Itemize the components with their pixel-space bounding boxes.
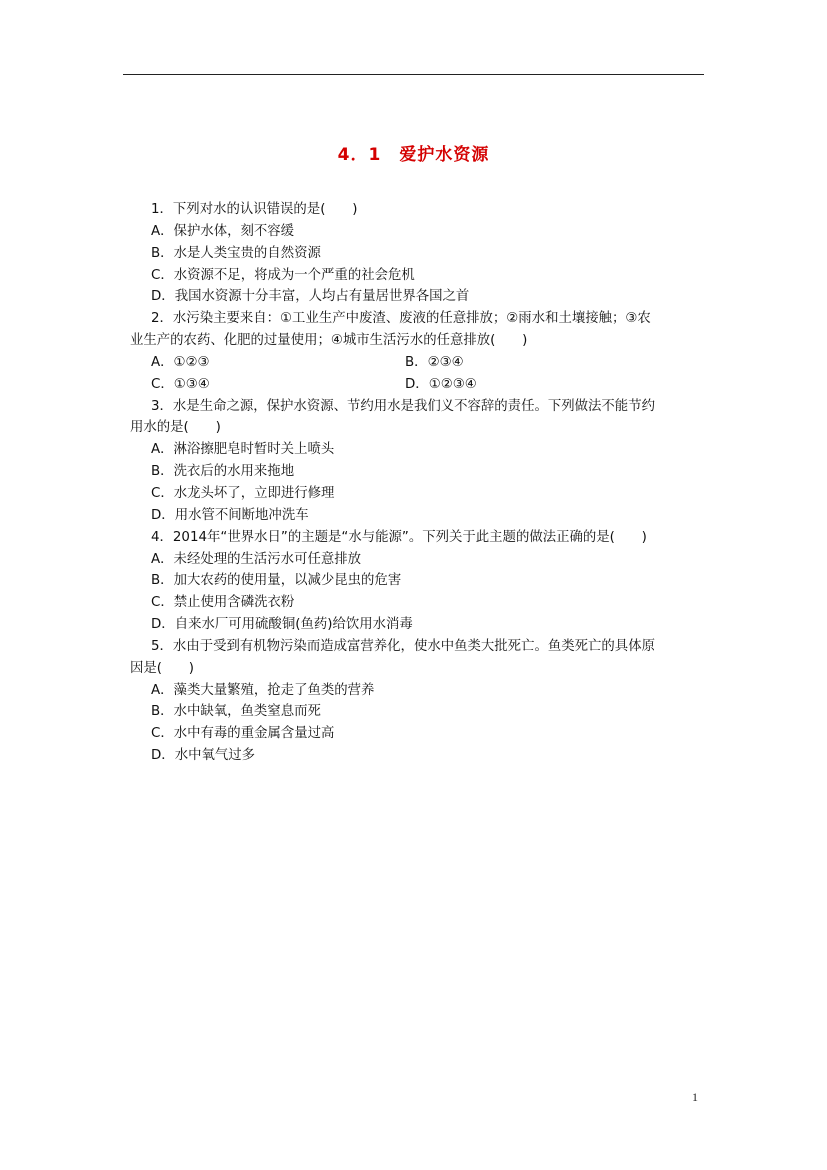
question-2-option-d: D．①②③④ — [405, 376, 477, 392]
question-5-option-c: C．水中有毒的重金属含量过高 — [151, 726, 335, 742]
question-1-option-b: B．水是人类宝贵的自然资源 — [151, 245, 321, 261]
question-3-stem-line-1: 3．水是生命之源，保护水资源、节约用水是我们义不容辞的责任。下列做法不能节约 — [151, 398, 655, 414]
question-2-option-b: B．②③④ — [405, 354, 464, 370]
question-4-option-a: A．未经处理的生活污水可任意排放 — [151, 551, 362, 567]
question-3-option-b: B．洗衣后的水用来拖地 — [151, 464, 295, 480]
question-5-option-a: A．藻类大量繁殖，抢走了鱼类的营养 — [151, 682, 375, 698]
question-2-options-row-2 — [130, 374, 704, 396]
question-1-stem: 1．下列对水的认识错误的是( ) — [151, 202, 358, 217]
question-1-option-c: C．水资源不足，将成为一个严重的社会危机 — [151, 267, 415, 283]
document-title: 4．1 爱护水资源 — [337, 145, 490, 165]
question-4-stem: 4．2014年“世界水日”的主题是“水与能源”。下列关于此主题的做法正确的是( ) — [151, 529, 647, 545]
question-1-option-a: A．保护水体，刻不容缓 — [151, 223, 295, 239]
question-1-option-d: D．我国水资源十分丰富，人均占有量居世界各国之首 — [151, 289, 470, 305]
question-3-option-a: A．淋浴擦肥皂时暂时关上喷头 — [151, 442, 335, 458]
question-3-option-c: C．水龙头坏了，立即进行修理 — [151, 485, 335, 501]
question-4-option-d: D．自来水厂可用硫酸铜(鱼药)给饮用水消毒 — [151, 617, 413, 633]
question-5-option-d: D．水中氧气过多 — [151, 748, 256, 764]
question-4-option-b: B．加大农药的使用量，以减少昆虫的危害 — [151, 573, 402, 589]
question-5-stem-line-2: 因是( ) — [130, 660, 195, 676]
question-2-stem-line-2: 业生产的农药、化肥的过量使用；④城市生活污水的任意排放( ) — [130, 333, 528, 349]
question-5-stem-line-1: 5．水由于受到有机物污染而造成富营养化，使水中鱼类大批死亡。鱼类死亡的具体原 — [151, 638, 655, 654]
page-number: 1 — [692, 1090, 698, 1104]
header-rule — [123, 74, 704, 75]
question-5-option-b: B．水中缺氧，鱼类窒息而死 — [151, 704, 321, 720]
question-3-option-d: D．用水管不间断地冲洗车 — [151, 507, 309, 523]
question-3-stem-line-2: 用水的是( ) — [130, 420, 221, 436]
question-4-option-c: C．禁止使用含磷洗衣粉 — [151, 595, 295, 611]
question-2-option-a: A．①②③ — [151, 354, 210, 370]
question-list — [130, 199, 704, 767]
question-2-option-c: C．①③④ — [151, 376, 210, 392]
question-2-options-row-1 — [130, 352, 704, 374]
question-2-stem-line-1: 2．水污染主要来自：①工业生产中废渣、废液的任意排放；②雨水和土壤接触；③农 — [151, 311, 651, 327]
